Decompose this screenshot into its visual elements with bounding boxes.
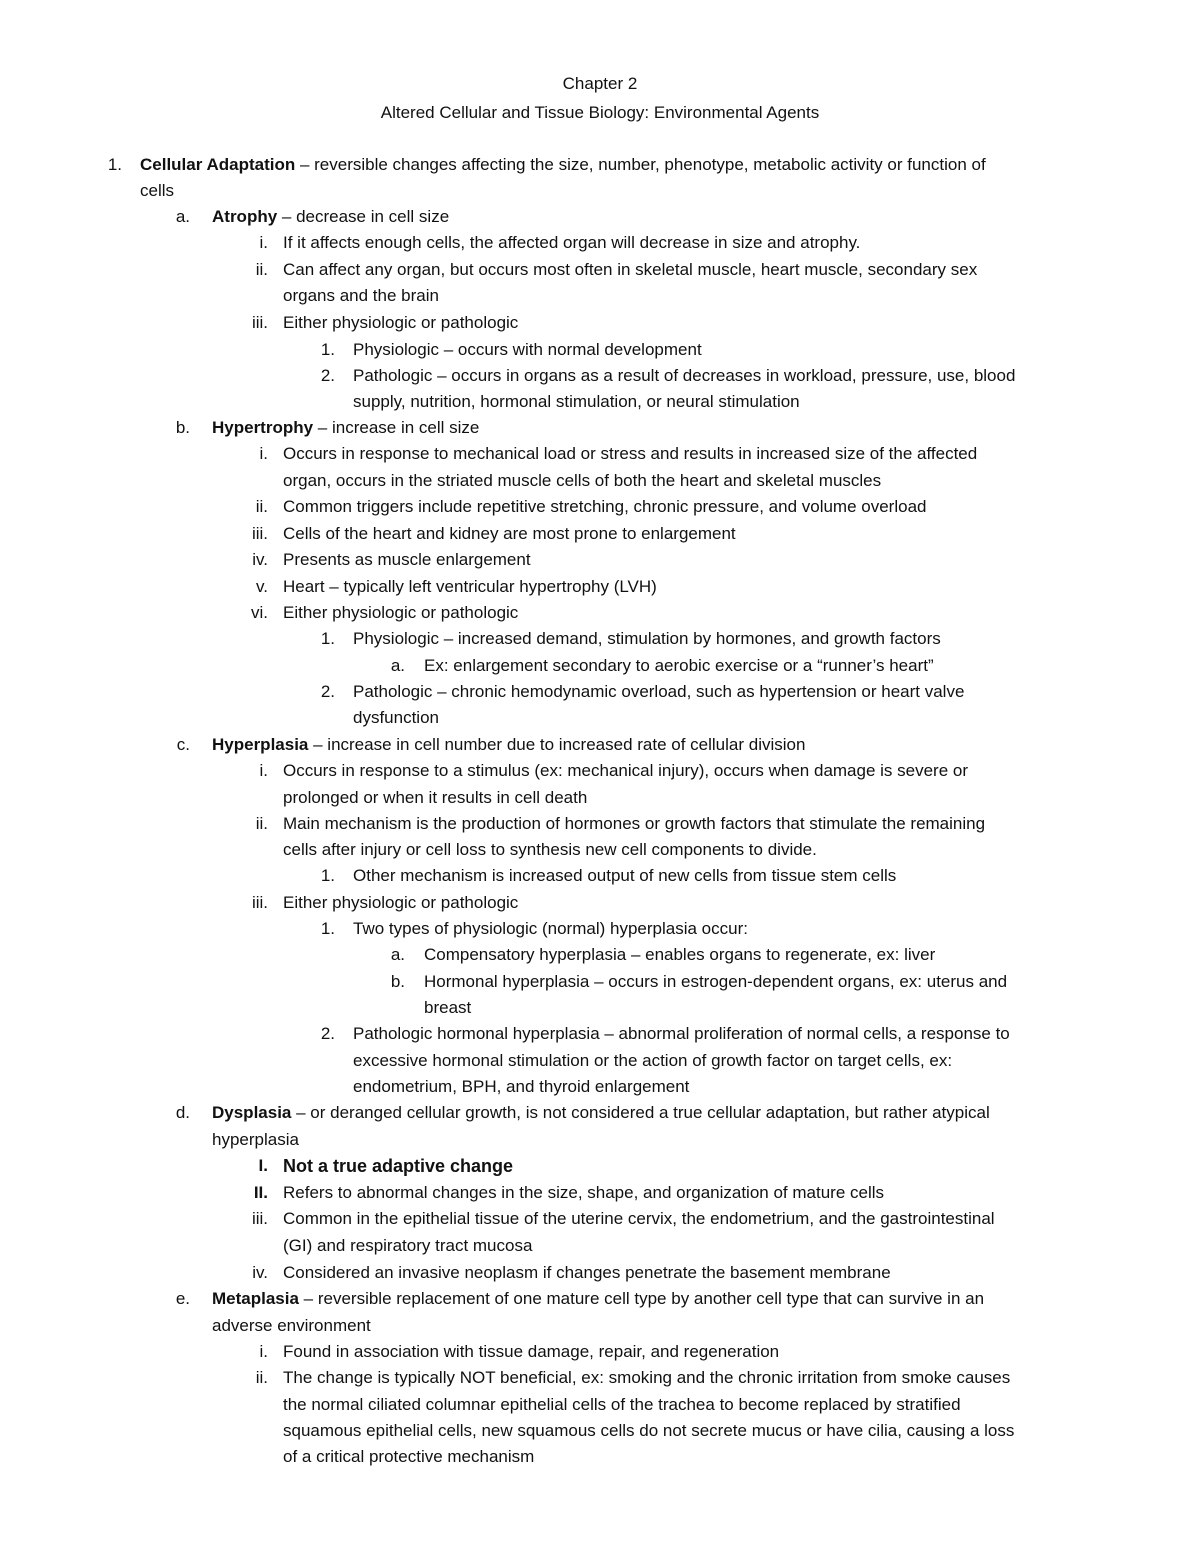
- outline-line: [283, 1368, 1010, 1388]
- outline-line: [283, 550, 531, 570]
- line-text: Can affect any organ, but occurs most often in skeletal muscle, heart muscle, secondary sex: [283, 260, 978, 279]
- outline-line: [212, 1289, 984, 1309]
- outline-line: [283, 471, 881, 491]
- outline-line: [212, 207, 449, 227]
- outline-line: [140, 181, 174, 201]
- list-marker: b.: [390, 972, 405, 991]
- list-marker: I.: [258, 1156, 268, 1175]
- line-text: Hormonal hyperplasia – occurs in estrogen-dependent organs, ex: uterus and: [424, 972, 1008, 991]
- list-marker: 1.: [320, 919, 335, 938]
- list-marker: ii.: [255, 814, 268, 833]
- outline-line: [353, 392, 800, 412]
- line-text: (GI) and respiratory tract mucosa: [283, 1236, 533, 1255]
- outline-line: [283, 286, 439, 306]
- list-marker: a.: [390, 656, 405, 675]
- list-marker: 1.: [320, 340, 335, 359]
- term-heading: Cellular Adaptation: [140, 155, 296, 174]
- line-text: Refers to abnormal changes in the size, shape, and organization of mature cells: [283, 1183, 885, 1202]
- list-marker: 2.: [320, 366, 335, 385]
- outline-line: [283, 1183, 884, 1203]
- outline-line: [353, 366, 1015, 386]
- line-text: cells: [140, 181, 175, 200]
- line-text: Common triggers include repetitive stretching, chronic pressure, and volume overload: [283, 497, 927, 516]
- outline-line: [353, 1051, 952, 1071]
- line-text: Ex: enlargement secondary to aerobic exercise or a “runner’s heart”: [424, 656, 934, 675]
- term-heading: Dysplasia: [212, 1103, 292, 1122]
- line-text: of a critical protective mechanism: [283, 1447, 535, 1466]
- line-text: squamous epithelial cells, new squamous cells do not secrete mucus or have cilia, causing a loss: [283, 1421, 1015, 1440]
- line-text: The change is typically NOT beneficial, ex: smoking and the chronic irritation from smoke causes: [283, 1368, 1011, 1387]
- outline-line: [283, 603, 518, 623]
- outline-line: [353, 629, 941, 649]
- list-marker: iv.: [252, 1263, 268, 1282]
- line-text: organ, occurs in the striated muscle cells of both the heart and skeletal muscles: [283, 471, 882, 490]
- outline-line: [283, 313, 518, 333]
- list-marker: ii.: [255, 1368, 268, 1387]
- outline-line: [212, 735, 805, 755]
- line-text: – decrease in cell size: [277, 207, 450, 226]
- chapter-title: Chapter 2: [562, 74, 638, 93]
- line-text: endometrium, BPH, and thyroid enlargement: [353, 1077, 690, 1096]
- line-text: dysfunction: [353, 708, 439, 727]
- list-marker: a.: [390, 945, 405, 964]
- list-marker: v.: [256, 577, 268, 596]
- list-marker: 2.: [320, 1024, 335, 1043]
- line-text: Other mechanism is increased output of new cells from tissue stem cells: [353, 866, 897, 885]
- outline-line: [283, 497, 926, 517]
- outline-line: [283, 1342, 779, 1362]
- list-marker: c.: [176, 735, 190, 754]
- list-marker: a.: [175, 207, 190, 226]
- outline-line: [212, 1103, 990, 1123]
- line-text: Two types of physiologic (normal) hyperplasia occur:: [353, 919, 748, 938]
- line-text: supply, nutrition, hormonal stimulation, or neural stimulation: [353, 392, 800, 411]
- line-text: – increase in cell number due to increased rate of cellular division: [308, 735, 806, 754]
- outline-line: [283, 761, 968, 781]
- outline-line: [283, 1395, 961, 1415]
- list-marker: iii.: [251, 313, 268, 332]
- term-heading: Atrophy: [212, 207, 278, 226]
- list-marker: II.: [253, 1183, 268, 1202]
- line-text: Cells of the heart and kidney are most prone to enlargement: [283, 524, 736, 543]
- line-text: Either physiologic or pathologic: [283, 313, 519, 332]
- term-heading: Hyperplasia: [212, 735, 309, 754]
- line-text: adverse environment: [212, 1316, 371, 1335]
- list-marker: iii.: [251, 1209, 268, 1228]
- outline-line: [283, 260, 977, 280]
- list-marker: i.: [259, 444, 268, 463]
- line-text: Occurs in response to a stimulus (ex: mechanical injury), occurs when damage is severe or: [283, 761, 969, 780]
- list-marker: i.: [259, 761, 268, 780]
- list-marker: i.: [259, 233, 268, 252]
- line-text: Occurs in response to mechanical load or stress and results in increased size of the affected: [283, 444, 978, 463]
- line-text: – increase in cell size: [313, 418, 480, 437]
- line-text: If it affects enough cells, the affected organ will decrease in size and atrophy.: [283, 233, 861, 252]
- term-heading: Metaplasia: [212, 1289, 299, 1308]
- list-marker: ii.: [255, 260, 268, 279]
- line-text: Main mechanism is the production of hormones or growth factors that stimulate the remaining: [283, 814, 986, 833]
- outline-line: [424, 972, 1007, 992]
- outline-line: [353, 682, 964, 702]
- list-marker: 1.: [107, 155, 122, 174]
- line-text: hyperplasia: [212, 1130, 299, 1149]
- line-text: the normal ciliated columnar epithelial cells of the trachea to become replaced by stratified: [283, 1395, 961, 1414]
- outline-line: [283, 1209, 995, 1229]
- list-marker: ii.: [255, 497, 268, 516]
- list-marker: d.: [175, 1103, 190, 1122]
- line-text: Considered an invasive neoplasm if changes penetrate the basement membrane: [283, 1263, 891, 1282]
- outline-line: [424, 998, 471, 1018]
- line-text: Either physiologic or pathologic: [283, 893, 519, 912]
- line-text: Presents as muscle enlargement: [283, 550, 531, 569]
- list-marker: b.: [175, 418, 190, 437]
- outline-line: [283, 524, 736, 544]
- line-text: prolonged or when it results in cell death: [283, 788, 588, 807]
- list-marker: iii.: [251, 893, 268, 912]
- outline-line: [212, 1316, 371, 1336]
- line-text: breast: [424, 998, 472, 1017]
- outline-line: [212, 418, 479, 438]
- line-text: Pathologic – chronic hemodynamic overload, such as hypertension or heart valve: [353, 682, 965, 701]
- outline-line: [283, 233, 860, 253]
- outline-line: [424, 945, 935, 965]
- outline-line: [283, 444, 977, 464]
- outline-line: [140, 155, 986, 175]
- line-text: Pathologic hormonal hyperplasia – abnormal proliferation of normal cells, a response to: [353, 1024, 1010, 1043]
- outline-line: [283, 788, 587, 808]
- term-heading: Not a true adaptive change: [283, 1156, 514, 1176]
- outline-line: [283, 1421, 1014, 1441]
- line-text: Found in association with tissue damage, repair, and regeneration: [283, 1342, 780, 1361]
- list-marker: i.: [259, 1342, 268, 1361]
- outline-line: [212, 1130, 299, 1150]
- outline-line: [353, 919, 748, 939]
- list-marker: iv.: [252, 550, 268, 569]
- outline-line: [283, 814, 985, 834]
- outline-line: [283, 1156, 513, 1177]
- line-text: Physiologic – increased demand, stimulation by hormones, and growth factors: [353, 629, 941, 648]
- outline-line: [283, 1236, 532, 1256]
- line-text: – reversible replacement of one mature cell type by another cell type that can survive in an: [298, 1289, 985, 1308]
- line-text: Heart – typically left ventricular hypertrophy (LVH): [283, 577, 657, 596]
- line-text: cells after injury or cell loss to synthesis new cell components to divide.: [283, 840, 817, 859]
- outline-line: [283, 1263, 891, 1283]
- list-marker: vi.: [251, 603, 268, 622]
- outline-line: [353, 866, 896, 886]
- list-marker: e.: [175, 1289, 190, 1308]
- line-text: Physiologic – occurs with normal development: [353, 340, 702, 359]
- line-text: Pathologic – occurs in organs as a result of decreases in workload, pressure, use, blood: [353, 366, 1016, 385]
- outline-line: [353, 1024, 1010, 1044]
- outline-line: [424, 656, 934, 676]
- list-marker: iii.: [251, 524, 268, 543]
- line-text: organs and the brain: [283, 286, 439, 305]
- outline-line: [283, 893, 518, 913]
- outline-line: [283, 840, 817, 860]
- line-text: Common in the epithelial tissue of the uterine cervix, the endometrium, and the gastrointestinal: [283, 1209, 995, 1228]
- line-text: – or deranged cellular growth, is not considered a true cellular adaptation, but rather atypical: [291, 1103, 990, 1122]
- line-text: excessive hormonal stimulation or the action of growth factor on target cells, ex:: [353, 1051, 953, 1070]
- list-marker: 2.: [320, 682, 335, 701]
- outline-line: [353, 1077, 689, 1097]
- outline-line: [353, 708, 439, 728]
- outline-line: [353, 340, 702, 360]
- list-marker: 1.: [320, 629, 335, 648]
- line-text: Either physiologic or pathologic: [283, 603, 519, 622]
- outline-line: [283, 577, 657, 597]
- line-text: – reversible changes affecting the size, number, phenotype, metabolic activity or function of: [295, 155, 986, 174]
- outline-line: [283, 1447, 534, 1467]
- list-marker: 1.: [320, 866, 335, 885]
- line-text: Compensatory hyperplasia – enables organs to regenerate, ex: liver: [424, 945, 936, 964]
- page-subtitle: Altered Cellular and Tissue Biology: Environmental Agents: [380, 103, 820, 122]
- term-heading: Hypertrophy: [212, 418, 314, 437]
